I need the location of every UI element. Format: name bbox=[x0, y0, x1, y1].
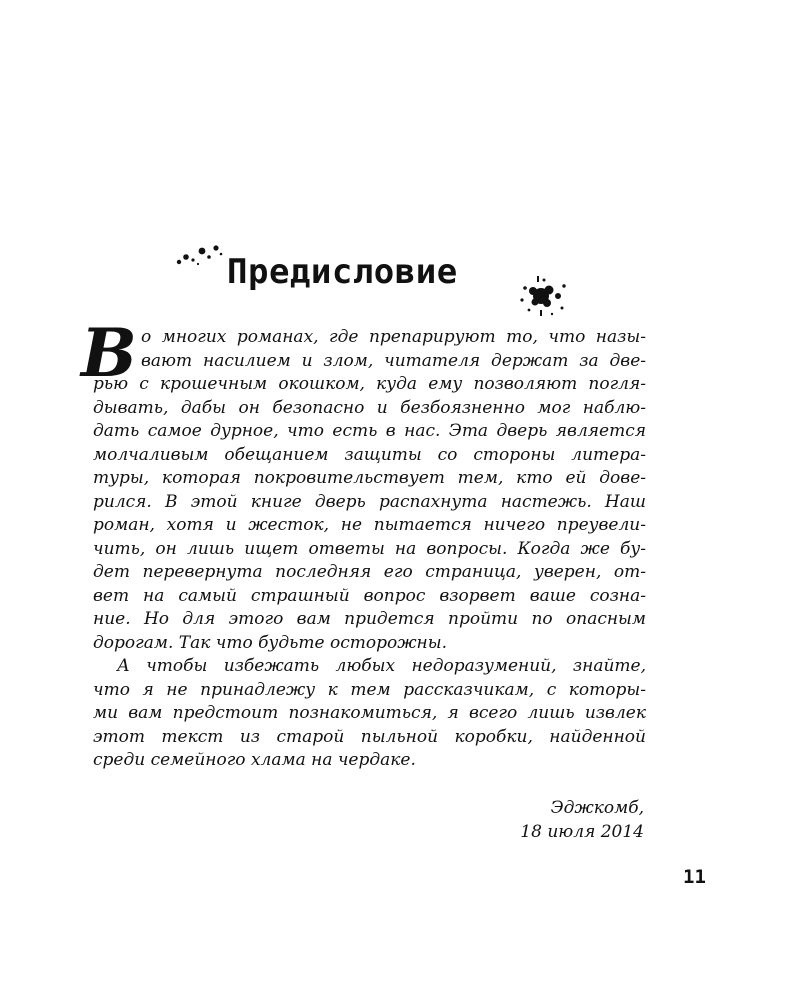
text-line: рью с крошечным окошком, куда ему позволяют погля- bbox=[93, 374, 646, 394]
preface-body bbox=[81, 314, 646, 773]
ink-blot-right-icon bbox=[517, 274, 569, 318]
text-line: чить, он лишь ищет ответы на вопросы. Когда же бу- bbox=[93, 538, 646, 559]
heading-block bbox=[165, 238, 585, 318]
text-line: вают насилием и злом, читателя держат за две- bbox=[141, 350, 646, 371]
drop-cap: В bbox=[81, 314, 137, 392]
signature-date: 18 июля 2014 bbox=[520, 822, 644, 842]
text-line: этот текст из старой пыльной коробки, найденной bbox=[93, 726, 646, 747]
text-line: ние. Но для этого вам придется пройти по опасным bbox=[93, 609, 646, 629]
text-line: дорогам. Так что будьте осторожны. bbox=[93, 632, 447, 653]
text-line: ми вам предстоит познакомиться, я всего лишь извлек bbox=[93, 703, 646, 723]
signature-name: Эджкомб, bbox=[550, 798, 644, 818]
text-line: рился. В этой книге дверь распахнута настежь. Наш bbox=[93, 491, 646, 512]
ink-dots-left-icon bbox=[171, 242, 231, 268]
text-line: дывать, дабы он безопасно и безбоязненно мог наблю- bbox=[93, 397, 646, 418]
text-line: дет перевернута последняя его страница, уверен, от- bbox=[93, 562, 646, 582]
text-line: дать самое дурное, что есть в нас. Эта дверь является bbox=[93, 421, 646, 441]
text-line: туры, которая покровительствует тем, кто ей дове- bbox=[93, 468, 646, 488]
signature-block bbox=[520, 796, 644, 844]
text-line: что я не принадлежу к тем рассказчикам, с которы- bbox=[93, 679, 646, 700]
paragraph-1 bbox=[93, 326, 646, 655]
page-number: 11 bbox=[683, 866, 706, 888]
text-line: о многих романах, где препарируют то, что назы- bbox=[141, 327, 646, 347]
text-line: молчаливым обещанием защиты со стороны литера- bbox=[93, 444, 646, 465]
page-title: Предисловие bbox=[227, 252, 458, 292]
paragraph-2 bbox=[93, 655, 646, 773]
text-line: среди семейного хлама на чердаке. bbox=[93, 750, 416, 770]
text-line: роман, хотя и жесток, не пытается ничего преувели- bbox=[93, 515, 646, 535]
text-line: А чтобы избежать любых недоразумений, знайте, bbox=[117, 656, 646, 676]
text-line: вет на самый страшный вопрос взорвет ваше созна- bbox=[93, 585, 646, 606]
